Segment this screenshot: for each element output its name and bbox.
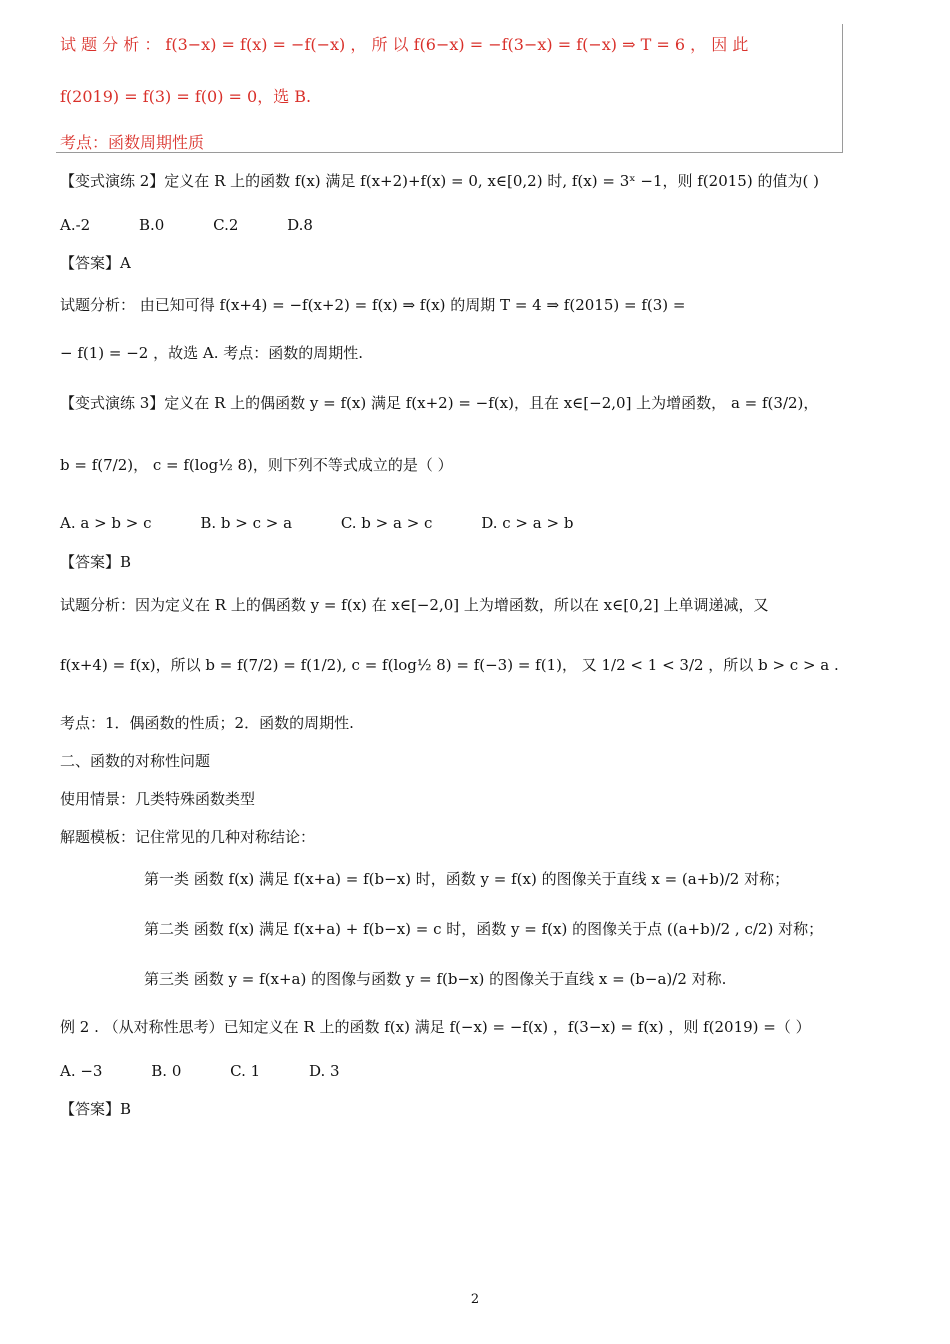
q3-option-c: C. b > a > c [340,514,433,532]
example2-answer: 【答案】B [60,1100,132,1118]
q3-analysis-line1: 试题分析：因为定义在 R 上的偶函数 y = f(x) 在 x∈[−2,0] 上为增函数，所以在 x∈[0,2] 上单调递减，又 [60,596,769,614]
q3-answer: 【答案】B [60,553,132,571]
q3-option-b: B. b > c > a [200,514,293,532]
example2-option-a: A. −3 [60,1062,103,1080]
q3-option-d: D. c > a > b [481,514,574,532]
example2-option-d: D. 3 [308,1062,340,1080]
example2-options [60,1060,384,1082]
box-kaodian: 考点：函数周期性质 [60,133,205,152]
section-title: 二、函数的对称性问题 [60,752,211,770]
box-analysis-line: 试 题 分 析 ： f(3−x) = f(x) = −f(−x) ， 所 以 f(6−x) = −f(3−x) = f(−x) ⇒ T = 6 ， 因 此 [60,35,749,54]
q2-option-d: D.8 [287,216,313,234]
q3-kaodian: 考点：1．偶函数的性质；2．函数的周期性. [60,714,354,732]
q3-option-a: A. a > b > c [60,514,152,532]
example2-option-c: C. 1 [230,1062,261,1080]
symmetry-class-2: 第二类 函数 f(x) 满足 f(x+a) + f(b−x) = c 时，函数 y = f(x) 的图像关于点 ((a+b)/2 , c/2) 对称； [144,920,824,938]
section-template: 解题模板：记住常见的几种对称结论： [60,828,316,846]
q3-stem-line2: b = f(7/2)， c = f(log½ 8)，则下列不等式成立的是（ ） [60,456,453,474]
q2-analysis-line2: − f(1) = −2 ，故选 A. 考点：函数的周期性. [60,344,364,362]
q2-analysis-line1: 试题分析： 由已知可得 f(x+4) = −f(x+2) = f(x) ⇒ f(x) 的周期 T = 4 ⇒ f(2015) = f(3) = [60,296,686,314]
q2-options [60,214,357,236]
q2-stem: 【变式演练 2】定义在 R 上的函数 f(x) 满足 f(x+2)+f(x) = 0, x∈[0,2) 时, f(x) = 3ˣ −1，则 f(2015) 的值为( ) [60,172,819,190]
section-scenario: 使用情景：几类特殊函数类型 [60,790,256,808]
q2-option-c: C.2 [213,216,239,234]
page-number: 2 [470,1292,480,1307]
example2-stem: 例 2 . （从对称性思考）已知定义在 R 上的函数 f(x) 满足 f(−x) = −f(x) ，f(3−x) = f(x) ，则 f(2019) =（ ） [60,1018,811,1036]
q2-option-b: B.0 [139,216,165,234]
symmetry-class-3: 第三类 函数 y = f(x+a) 的图像与函数 y = f(b−x) 的图像关于直线 x = (b−a)/2 对称. [144,970,727,988]
q2-answer: 【答案】A [60,254,131,272]
q3-analysis-line2: f(x+4) = f(x)，所以 b = f(7/2) = f(1/2), c = f(log½ 8) = f(−3) = f(1)， 又 1/2 < 1 < 3/2 ，所以 b > c > a . [60,656,839,674]
q2-option-a: A.-2 [60,216,91,234]
box-conclusion-line: f(2019) = f(3) = f(0) = 0，选 B. [60,87,312,106]
q3-options [60,512,617,534]
symmetry-class-1: 第一类 函数 f(x) 满足 f(x+a) = f(b−x) 时，函数 y = f(x) 的图像关于直线 x = (a+b)/2 对称； [144,870,790,888]
q3-stem-line1: 【变式演练 3】定义在 R 上的偶函数 y = f(x) 满足 f(x+2) = −f(x)，且在 x∈[−2,0] 上为增函数， a = f(3/2)， [60,394,819,412]
example2-option-b: B. 0 [151,1062,182,1080]
